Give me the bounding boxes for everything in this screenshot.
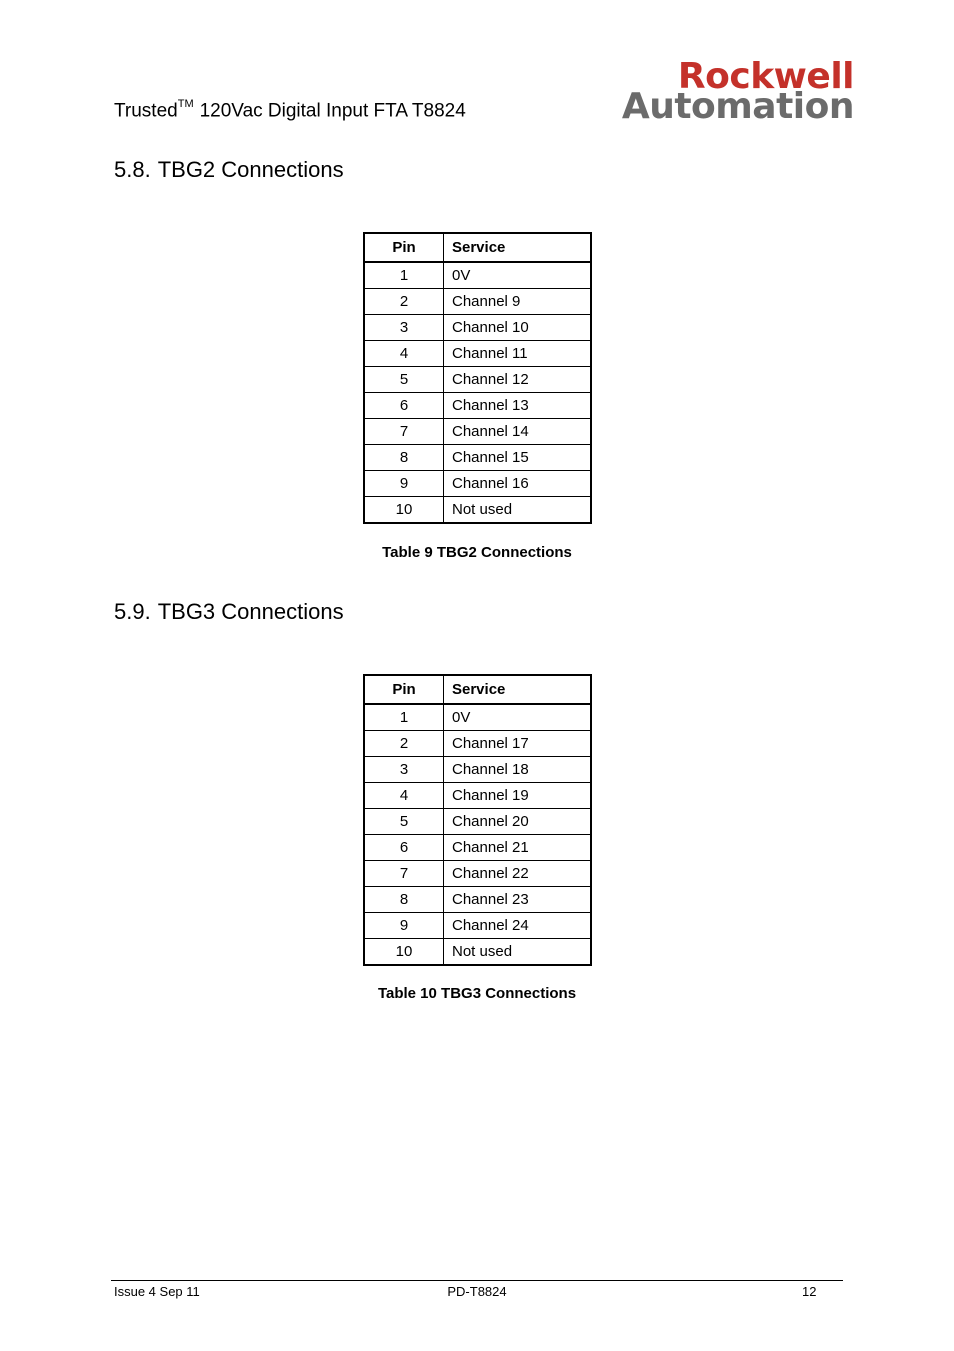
- trademark-superscript: TM: [177, 98, 194, 110]
- pin-cell: 3: [364, 757, 444, 783]
- table-row: [364, 887, 591, 913]
- table-row: [364, 913, 591, 939]
- service-cell: Channel 13: [444, 393, 592, 419]
- service-cell: Not used: [444, 497, 592, 524]
- pin-cell: 9: [364, 471, 444, 497]
- section-title: TBG2 Connections: [157, 157, 344, 182]
- table-row: [364, 497, 591, 524]
- service-cell: 0V: [444, 704, 592, 731]
- column-header-service: Service: [444, 675, 592, 704]
- table-caption-tbg2: Table 9 TBG2 Connections: [382, 544, 572, 561]
- tbg2-connections-table: [363, 232, 592, 524]
- service-cell: Channel 24: [444, 913, 592, 939]
- table-row: [364, 731, 591, 757]
- service-cell: Not used: [444, 939, 592, 966]
- pin-cell: 7: [364, 419, 444, 445]
- pin-cell: 2: [364, 731, 444, 757]
- service-cell: Channel 11: [444, 341, 592, 367]
- pin-cell: 7: [364, 861, 444, 887]
- footer-page-number: 12: [802, 1284, 817, 1299]
- table-row: [364, 704, 591, 731]
- pin-cell: 2: [364, 289, 444, 315]
- column-header-pin: Pin: [364, 675, 444, 704]
- pin-cell: 1: [364, 262, 444, 289]
- pin-cell: 4: [364, 783, 444, 809]
- section-heading-tbg2: [114, 157, 344, 183]
- service-cell: Channel 22: [444, 861, 592, 887]
- table-row: [364, 367, 591, 393]
- rockwell-automation-logo: [596, 56, 858, 127]
- footer-issue: Issue 4 Sep 11: [114, 1284, 200, 1299]
- column-header-pin: Pin: [364, 233, 444, 262]
- table-header-row: [364, 675, 591, 704]
- service-cell: Channel 18: [444, 757, 592, 783]
- pin-cell: 10: [364, 497, 444, 524]
- service-cell: Channel 21: [444, 835, 592, 861]
- table-row: [364, 471, 591, 497]
- service-cell: Channel 9: [444, 289, 592, 315]
- service-cell: Channel 15: [444, 445, 592, 471]
- table-row: [364, 445, 591, 471]
- pin-cell: 8: [364, 887, 444, 913]
- pin-cell: 9: [364, 913, 444, 939]
- pin-cell: 1: [364, 704, 444, 731]
- logo-text-rockwell: Rockwell: [677, 56, 854, 97]
- column-header-service: Service: [444, 233, 592, 262]
- section-heading-tbg3: [114, 599, 344, 625]
- pin-cell: 6: [364, 835, 444, 861]
- table-row: [364, 289, 591, 315]
- service-cell: Channel 17: [444, 731, 592, 757]
- table-row: [364, 861, 591, 887]
- title-rest: 120Vac Digital Input FTA T8824: [199, 100, 466, 122]
- title-prefix: Trusted: [114, 100, 178, 122]
- service-cell: Channel 19: [444, 783, 592, 809]
- pin-cell: 8: [364, 445, 444, 471]
- service-cell: Channel 12: [444, 367, 592, 393]
- pin-cell: 5: [364, 809, 444, 835]
- table-row: [364, 939, 591, 966]
- service-cell: Channel 10: [444, 315, 592, 341]
- document-title: [114, 100, 466, 122]
- pin-cell: 4: [364, 341, 444, 367]
- service-cell: Channel 20: [444, 809, 592, 835]
- table-row: [364, 262, 591, 289]
- tbg3-connections-table: [363, 674, 592, 966]
- table-row: [364, 783, 591, 809]
- table-row: [364, 809, 591, 835]
- table-row: [364, 315, 591, 341]
- table-row: [364, 341, 591, 367]
- section-number: 5.9.: [114, 599, 151, 624]
- service-cell: Channel 23: [444, 887, 592, 913]
- table-row: [364, 835, 591, 861]
- service-cell: Channel 14: [444, 419, 592, 445]
- table-header-row: [364, 233, 591, 262]
- section-number: 5.8.: [114, 157, 151, 182]
- pin-cell: 10: [364, 939, 444, 966]
- table-row: [364, 757, 591, 783]
- service-cell: Channel 16: [444, 471, 592, 497]
- logo-text-automation: Automation: [621, 86, 854, 127]
- pin-cell: 5: [364, 367, 444, 393]
- table-row: [364, 393, 591, 419]
- table-row: [364, 419, 591, 445]
- pin-cell: 6: [364, 393, 444, 419]
- footer-divider: [111, 1280, 843, 1281]
- table-caption-tbg3: Table 10 TBG3 Connections: [377, 985, 577, 1002]
- section-title: TBG3 Connections: [157, 599, 344, 624]
- service-cell: 0V: [444, 262, 592, 289]
- footer-doc-id: PD-T8824: [447, 1284, 507, 1299]
- pin-cell: 3: [364, 315, 444, 341]
